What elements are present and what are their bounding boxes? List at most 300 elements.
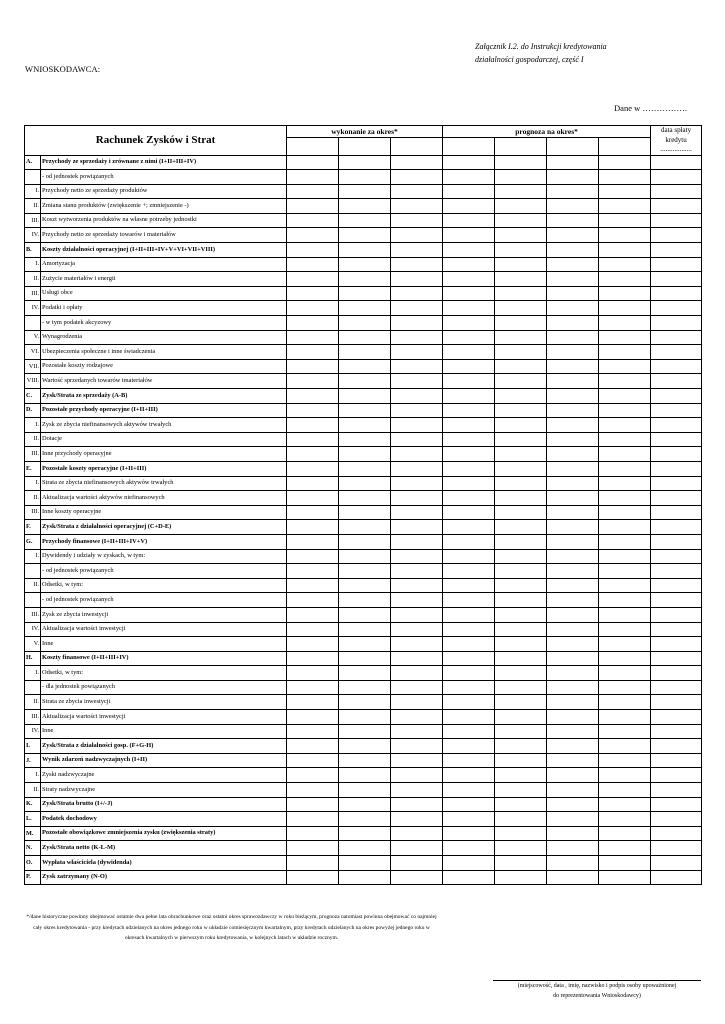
value-cell[interactable] (287, 666, 339, 681)
value-cell[interactable] (547, 607, 599, 622)
value-cell[interactable] (391, 680, 443, 695)
value-cell[interactable] (287, 301, 339, 316)
value-cell[interactable] (599, 520, 651, 535)
value-cell[interactable] (495, 170, 547, 185)
value-cell[interactable] (495, 243, 547, 258)
value-cell[interactable] (287, 199, 339, 214)
value-cell[interactable] (287, 432, 339, 447)
value-cell[interactable] (287, 447, 339, 462)
value-cell[interactable] (599, 651, 651, 666)
value-cell[interactable] (651, 432, 702, 447)
value-cell[interactable] (391, 856, 443, 871)
value-cell[interactable] (287, 549, 339, 564)
value-cell[interactable] (651, 243, 702, 258)
value-cell[interactable] (287, 797, 339, 812)
value-cell[interactable] (287, 753, 339, 768)
value-cell[interactable] (599, 564, 651, 579)
value-cell[interactable] (339, 461, 391, 476)
value-cell[interactable] (495, 637, 547, 652)
value-cell[interactable] (651, 797, 702, 812)
value-cell[interactable] (495, 870, 547, 885)
period-column-header[interactable] (339, 138, 391, 155)
value-cell[interactable] (651, 812, 702, 827)
value-cell[interactable] (547, 651, 599, 666)
value-cell[interactable] (495, 797, 547, 812)
value-cell[interactable] (391, 476, 443, 491)
value-cell[interactable] (547, 695, 599, 710)
value-cell[interactable] (599, 403, 651, 418)
value-cell[interactable] (391, 593, 443, 608)
value-cell[interactable] (391, 213, 443, 228)
value-cell[interactable] (495, 856, 547, 871)
value-cell[interactable] (495, 695, 547, 710)
value-cell[interactable] (547, 389, 599, 404)
value-cell[interactable] (443, 607, 495, 622)
value-cell[interactable] (599, 812, 651, 827)
value-cell[interactable] (547, 783, 599, 798)
value-cell[interactable] (495, 739, 547, 754)
value-cell[interactable] (495, 841, 547, 856)
value-cell[interactable] (651, 710, 702, 725)
value-cell[interactable] (339, 783, 391, 798)
value-cell[interactable] (443, 345, 495, 360)
value-cell[interactable] (599, 797, 651, 812)
value-cell[interactable] (339, 491, 391, 506)
value-cell[interactable] (339, 520, 391, 535)
value-cell[interactable] (339, 534, 391, 549)
value-cell[interactable] (339, 826, 391, 841)
value-cell[interactable] (339, 345, 391, 360)
value-cell[interactable] (599, 841, 651, 856)
value-cell[interactable] (651, 753, 702, 768)
value-cell[interactable] (547, 432, 599, 447)
value-cell[interactable] (339, 841, 391, 856)
value-cell[interactable] (599, 461, 651, 476)
value-cell[interactable] (339, 257, 391, 272)
value-cell[interactable] (495, 374, 547, 389)
value-cell[interactable] (391, 359, 443, 374)
value-cell[interactable] (547, 534, 599, 549)
value-cell[interactable] (651, 666, 702, 681)
value-cell[interactable] (651, 476, 702, 491)
value-cell[interactable] (599, 418, 651, 433)
value-cell[interactable] (651, 389, 702, 404)
value-cell[interactable] (495, 491, 547, 506)
value-cell[interactable] (391, 432, 443, 447)
value-cell[interactable] (599, 768, 651, 783)
value-cell[interactable] (495, 826, 547, 841)
value-cell[interactable] (391, 316, 443, 331)
value-cell[interactable] (443, 564, 495, 579)
value-cell[interactable] (287, 534, 339, 549)
value-cell[interactable] (443, 578, 495, 593)
value-cell[interactable] (391, 534, 443, 549)
value-cell[interactable] (599, 243, 651, 258)
value-cell[interactable] (495, 461, 547, 476)
value-cell[interactable] (547, 578, 599, 593)
value-cell[interactable] (391, 622, 443, 637)
value-cell[interactable] (547, 461, 599, 476)
value-cell[interactable] (495, 432, 547, 447)
value-cell[interactable] (339, 447, 391, 462)
period-column-header[interactable] (287, 138, 339, 155)
value-cell[interactable] (443, 330, 495, 345)
value-cell[interactable] (495, 505, 547, 520)
value-cell[interactable] (599, 184, 651, 199)
value-cell[interactable] (651, 841, 702, 856)
value-cell[interactable] (495, 710, 547, 725)
value-cell[interactable] (547, 593, 599, 608)
value-cell[interactable] (287, 461, 339, 476)
value-cell[interactable] (391, 461, 443, 476)
value-cell[interactable] (599, 432, 651, 447)
value-cell[interactable] (599, 870, 651, 885)
value-cell[interactable] (495, 768, 547, 783)
value-cell[interactable] (339, 184, 391, 199)
value-cell[interactable] (443, 841, 495, 856)
value-cell[interactable] (495, 199, 547, 214)
value-cell[interactable] (339, 622, 391, 637)
value-cell[interactable] (287, 257, 339, 272)
value-cell[interactable] (547, 826, 599, 841)
value-cell[interactable] (495, 476, 547, 491)
value-cell[interactable] (287, 359, 339, 374)
value-cell[interactable] (391, 797, 443, 812)
value-cell[interactable] (651, 607, 702, 622)
value-cell[interactable] (547, 549, 599, 564)
value-cell[interactable] (339, 374, 391, 389)
value-cell[interactable] (339, 505, 391, 520)
value-cell[interactable] (443, 826, 495, 841)
value-cell[interactable] (287, 607, 339, 622)
value-cell[interactable] (443, 753, 495, 768)
value-cell[interactable] (391, 607, 443, 622)
value-cell[interactable] (599, 607, 651, 622)
value-cell[interactable] (547, 505, 599, 520)
value-cell[interactable] (495, 301, 547, 316)
value-cell[interactable] (547, 228, 599, 243)
value-cell[interactable] (443, 374, 495, 389)
value-cell[interactable] (391, 301, 443, 316)
value-cell[interactable] (287, 184, 339, 199)
value-cell[interactable] (599, 753, 651, 768)
value-cell[interactable] (339, 243, 391, 258)
value-cell[interactable] (651, 505, 702, 520)
value-cell[interactable] (651, 622, 702, 637)
value-cell[interactable] (339, 637, 391, 652)
value-cell[interactable] (391, 257, 443, 272)
value-cell[interactable] (391, 666, 443, 681)
value-cell[interactable] (287, 783, 339, 798)
value-cell[interactable] (599, 316, 651, 331)
value-cell[interactable] (495, 345, 547, 360)
value-cell[interactable] (651, 564, 702, 579)
value-cell[interactable] (339, 870, 391, 885)
value-cell[interactable] (339, 228, 391, 243)
value-cell[interactable] (547, 447, 599, 462)
value-cell[interactable] (495, 403, 547, 418)
value-cell[interactable] (495, 316, 547, 331)
value-cell[interactable] (339, 476, 391, 491)
value-cell[interactable] (651, 228, 702, 243)
value-cell[interactable] (547, 155, 599, 170)
value-cell[interactable] (599, 359, 651, 374)
value-cell[interactable] (339, 549, 391, 564)
value-cell[interactable] (547, 301, 599, 316)
value-cell[interactable] (443, 856, 495, 871)
value-cell[interactable] (651, 213, 702, 228)
value-cell[interactable] (495, 213, 547, 228)
value-cell[interactable] (443, 870, 495, 885)
value-cell[interactable] (547, 812, 599, 827)
value-cell[interactable] (651, 578, 702, 593)
value-cell[interactable] (547, 520, 599, 535)
value-cell[interactable] (391, 491, 443, 506)
value-cell[interactable] (443, 213, 495, 228)
value-cell[interactable] (495, 812, 547, 827)
value-cell[interactable] (651, 155, 702, 170)
value-cell[interactable] (651, 461, 702, 476)
value-cell[interactable] (391, 447, 443, 462)
value-cell[interactable] (651, 651, 702, 666)
value-cell[interactable] (391, 184, 443, 199)
value-cell[interactable] (599, 330, 651, 345)
value-cell[interactable] (391, 549, 443, 564)
value-cell[interactable] (495, 607, 547, 622)
value-cell[interactable] (391, 564, 443, 579)
value-cell[interactable] (547, 359, 599, 374)
value-cell[interactable] (651, 549, 702, 564)
value-cell[interactable] (443, 534, 495, 549)
value-cell[interactable] (339, 695, 391, 710)
value-cell[interactable] (339, 797, 391, 812)
value-cell[interactable] (651, 170, 702, 185)
value-cell[interactable] (339, 753, 391, 768)
value-cell[interactable] (443, 739, 495, 754)
period-column-header[interactable] (443, 138, 495, 155)
value-cell[interactable] (443, 316, 495, 331)
value-cell[interactable] (599, 578, 651, 593)
value-cell[interactable] (651, 593, 702, 608)
value-cell[interactable] (651, 826, 702, 841)
value-cell[interactable] (599, 389, 651, 404)
value-cell[interactable] (599, 155, 651, 170)
value-cell[interactable] (287, 228, 339, 243)
value-cell[interactable] (495, 564, 547, 579)
value-cell[interactable] (495, 651, 547, 666)
value-cell[interactable] (651, 403, 702, 418)
value-cell[interactable] (495, 534, 547, 549)
value-cell[interactable] (651, 447, 702, 462)
value-cell[interactable] (339, 403, 391, 418)
value-cell[interactable] (287, 374, 339, 389)
value-cell[interactable] (391, 389, 443, 404)
value-cell[interactable] (651, 272, 702, 287)
value-cell[interactable] (443, 651, 495, 666)
value-cell[interactable] (443, 359, 495, 374)
value-cell[interactable] (339, 199, 391, 214)
value-cell[interactable] (339, 564, 391, 579)
value-cell[interactable] (287, 637, 339, 652)
value-cell[interactable] (391, 403, 443, 418)
value-cell[interactable] (495, 389, 547, 404)
value-cell[interactable] (287, 826, 339, 841)
value-cell[interactable] (547, 666, 599, 681)
value-cell[interactable] (391, 243, 443, 258)
value-cell[interactable] (339, 578, 391, 593)
value-cell[interactable] (547, 476, 599, 491)
value-cell[interactable] (287, 695, 339, 710)
value-cell[interactable] (287, 680, 339, 695)
value-cell[interactable] (547, 272, 599, 287)
value-cell[interactable] (495, 257, 547, 272)
value-cell[interactable] (443, 637, 495, 652)
value-cell[interactable] (651, 637, 702, 652)
value-cell[interactable] (287, 870, 339, 885)
value-cell[interactable] (391, 783, 443, 798)
value-cell[interactable] (599, 724, 651, 739)
value-cell[interactable] (391, 637, 443, 652)
value-cell[interactable] (391, 418, 443, 433)
value-cell[interactable] (391, 710, 443, 725)
value-cell[interactable] (599, 476, 651, 491)
value-cell[interactable] (443, 418, 495, 433)
value-cell[interactable] (547, 286, 599, 301)
value-cell[interactable] (287, 155, 339, 170)
value-cell[interactable] (287, 389, 339, 404)
value-cell[interactable] (443, 695, 495, 710)
value-cell[interactable] (339, 651, 391, 666)
value-cell[interactable] (547, 257, 599, 272)
value-cell[interactable] (599, 637, 651, 652)
value-cell[interactable] (443, 476, 495, 491)
value-cell[interactable] (651, 870, 702, 885)
value-cell[interactable] (599, 170, 651, 185)
period-column-header[interactable] (599, 138, 651, 155)
value-cell[interactable] (443, 549, 495, 564)
value-cell[interactable] (391, 695, 443, 710)
value-cell[interactable] (599, 228, 651, 243)
value-cell[interactable] (339, 607, 391, 622)
value-cell[interactable] (547, 491, 599, 506)
value-cell[interactable] (547, 345, 599, 360)
value-cell[interactable] (443, 243, 495, 258)
value-cell[interactable] (287, 170, 339, 185)
value-cell[interactable] (391, 578, 443, 593)
value-cell[interactable] (339, 666, 391, 681)
value-cell[interactable] (651, 520, 702, 535)
value-cell[interactable] (651, 374, 702, 389)
value-cell[interactable] (599, 213, 651, 228)
value-cell[interactable] (443, 710, 495, 725)
value-cell[interactable] (547, 710, 599, 725)
value-cell[interactable] (287, 330, 339, 345)
value-cell[interactable] (287, 593, 339, 608)
value-cell[interactable] (443, 228, 495, 243)
value-cell[interactable] (339, 856, 391, 871)
value-cell[interactable] (599, 505, 651, 520)
value-cell[interactable] (391, 170, 443, 185)
value-cell[interactable] (443, 797, 495, 812)
value-cell[interactable] (391, 651, 443, 666)
value-cell[interactable] (287, 739, 339, 754)
value-cell[interactable] (391, 520, 443, 535)
value-cell[interactable] (599, 695, 651, 710)
value-cell[interactable] (391, 753, 443, 768)
value-cell[interactable] (287, 316, 339, 331)
value-cell[interactable] (287, 286, 339, 301)
value-cell[interactable] (599, 447, 651, 462)
value-cell[interactable] (599, 622, 651, 637)
value-cell[interactable] (547, 564, 599, 579)
value-cell[interactable] (547, 841, 599, 856)
value-cell[interactable] (547, 870, 599, 885)
value-cell[interactable] (651, 257, 702, 272)
value-cell[interactable] (651, 286, 702, 301)
value-cell[interactable] (599, 666, 651, 681)
value-cell[interactable] (547, 330, 599, 345)
value-cell[interactable] (651, 724, 702, 739)
value-cell[interactable] (443, 301, 495, 316)
value-cell[interactable] (391, 228, 443, 243)
value-cell[interactable] (547, 739, 599, 754)
value-cell[interactable] (287, 213, 339, 228)
value-cell[interactable] (287, 505, 339, 520)
value-cell[interactable] (651, 856, 702, 871)
value-cell[interactable] (495, 272, 547, 287)
value-cell[interactable] (599, 345, 651, 360)
value-cell[interactable] (443, 768, 495, 783)
value-cell[interactable] (287, 651, 339, 666)
value-cell[interactable] (599, 534, 651, 549)
value-cell[interactable] (287, 520, 339, 535)
value-cell[interactable] (391, 870, 443, 885)
value-cell[interactable] (547, 243, 599, 258)
value-cell[interactable] (495, 184, 547, 199)
value-cell[interactable] (495, 330, 547, 345)
value-cell[interactable] (547, 213, 599, 228)
value-cell[interactable] (547, 199, 599, 214)
value-cell[interactable] (495, 359, 547, 374)
value-cell[interactable] (287, 564, 339, 579)
value-cell[interactable] (391, 739, 443, 754)
value-cell[interactable] (547, 797, 599, 812)
value-cell[interactable] (443, 491, 495, 506)
value-cell[interactable] (651, 418, 702, 433)
value-cell[interactable] (339, 155, 391, 170)
value-cell[interactable] (339, 301, 391, 316)
value-cell[interactable] (391, 768, 443, 783)
value-cell[interactable] (495, 447, 547, 462)
value-cell[interactable] (287, 768, 339, 783)
value-cell[interactable] (651, 680, 702, 695)
value-cell[interactable] (391, 155, 443, 170)
value-cell[interactable] (495, 578, 547, 593)
value-cell[interactable] (599, 549, 651, 564)
value-cell[interactable] (287, 856, 339, 871)
value-cell[interactable] (547, 680, 599, 695)
value-cell[interactable] (339, 213, 391, 228)
value-cell[interactable] (443, 286, 495, 301)
value-cell[interactable] (599, 272, 651, 287)
value-cell[interactable] (495, 286, 547, 301)
value-cell[interactable] (599, 856, 651, 871)
value-cell[interactable] (287, 243, 339, 258)
value-cell[interactable] (339, 272, 391, 287)
value-cell[interactable] (287, 710, 339, 725)
value-cell[interactable] (443, 447, 495, 462)
value-cell[interactable] (495, 783, 547, 798)
